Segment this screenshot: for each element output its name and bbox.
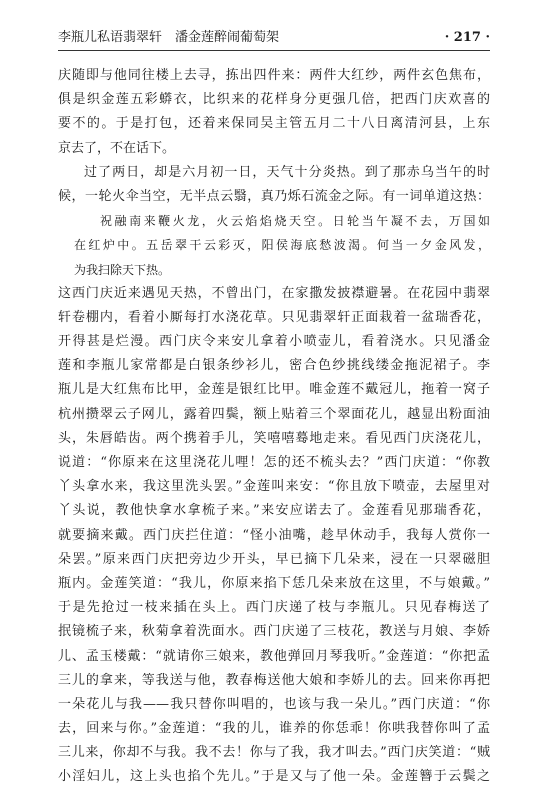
poem-line: 在红炉中。五岳翠干云彩灭，阳侯海底愁波渴。何当一夕金风发， xyxy=(74,238,490,253)
text-line: 俱是织金莲五彩蟒衣，比织来的花样身分更强几倍，把西门庆欢喜的 xyxy=(58,92,490,108)
text-line: 抿镜梳子来，秋菊拿着洗面水。西门庆递了三枝花，教送与月娘、李娇 xyxy=(58,624,490,640)
page-number: · 217 · xyxy=(444,30,490,45)
chapter-title: 李瓶儿私语翡翠轩 潘金莲醉闹葡萄架 xyxy=(58,30,280,45)
text-line: 京去了，不在话下。 xyxy=(58,140,176,156)
text-line: 就要摘来戴。西门庆拦住道：“怪小油嘴，趁早休动手，我每人赏你一 xyxy=(58,527,490,543)
text-line: 于是先抢过一枝来插在头上。西门庆递了枝与李瓶儿。只见春梅送了 xyxy=(58,600,490,616)
text-line: 丫头拿水来，我这里洗头罢。”金莲叫来安：“你且放下喷壶，去屋里对 xyxy=(58,479,490,495)
text-line: 小淫妇儿，这上头也掐个先儿。”于是又与了他一朵。金莲簪于云鬓之 xyxy=(58,769,490,785)
text-line: 三儿的拿来，等我送与他，教春梅送他大娘和李娇儿的去。回来你再把 xyxy=(58,672,490,688)
text-line: 丫头说，教他快拿水拿梳子来。”来安应诺去了。金莲看见那瑞香花， xyxy=(58,503,490,519)
text-line: 杭州攒翠云子网儿，露着四鬓，额上贴着三个翠面花儿，越显出粉面油 xyxy=(58,406,490,422)
text-line: 要不的。于是打包，还着来保同吴主管五月二十八日离清河县，上东 xyxy=(58,116,490,132)
poem-line: 祝融南来鞭火龙，火云焰焰烧天空。日轮当午凝不去，万国如 xyxy=(100,214,490,229)
text-line: 头，朱唇皓齿。两个携着手儿，笑嘻嘻蓦地走来。看见西门庆浇花儿， xyxy=(58,430,490,446)
poem-line: 为我扫除天下热。 xyxy=(74,262,171,277)
text-line: 去，回来与你。”金莲道：“我的儿，谁养的你恁乖！你哄我替你叫了孟 xyxy=(58,721,490,737)
text-line: 瓶内。金莲笑道：“我儿，你原来掐下恁几朵来放在这里，不与娘戴。” xyxy=(58,575,490,591)
header-rule xyxy=(58,50,490,51)
text-line: 朵罢。”原来西门庆把旁边少开头，早已摘下几朵来，浸在一只翠磁胆 xyxy=(58,551,490,567)
text-line: 儿、孟玉楼戴：“就请你三娘来，教他弹回月琴我听。”金莲道：“你把孟 xyxy=(58,648,490,664)
text-line: 三儿来，你却不与我。我不去！你与了我，我才叫去。”西门庆笑道：“贼 xyxy=(58,745,490,761)
text-line: 说道：“你原来在这里浇花儿哩！怎的还不梳头去？”西门庆道：“你教 xyxy=(58,455,490,470)
text-line: 庆随即与他同往楼上去寻，拣出四件来：两件大红纱，两件玄色焦布， xyxy=(58,68,490,83)
text-line: 瓶儿是大红焦布比甲，金莲是银红比甲。唯金莲不戴冠儿，拖着一窝子 xyxy=(58,382,490,398)
text-line: 这西门庆近来遇见天热，不曾出门，在家撒发披襟避暑。在花园中翡翠 xyxy=(58,285,490,301)
text-line: 候，一轮火伞当空，无半点云翳，真乃烁石流金之际。有一词单道这热： xyxy=(58,188,490,204)
text-line: 一朵花儿与我——我只替你叫唱的，也该与我一朵儿。”西门庆道：“你 xyxy=(58,696,490,712)
body-text xyxy=(58,64,490,790)
text-line: 轩卷棚内，看着小厮每打水浇花草。只见翡翠轩正面栽着一盆瑞香花， xyxy=(58,309,490,325)
text-line: 开得甚是烂漫。西门庆令来安儿拿着小喷壶儿，看着浇水。只见潘金 xyxy=(58,334,490,350)
running-header xyxy=(58,27,490,49)
text-line: 过了两日，却是六月初一日，天气十分炎热。到了那赤乌当午的时 xyxy=(84,164,490,180)
text-line: 莲和李瓶儿家常都是白银条纱衫儿，密合色纱挑线缕金拖泥裙子。李 xyxy=(58,358,490,374)
